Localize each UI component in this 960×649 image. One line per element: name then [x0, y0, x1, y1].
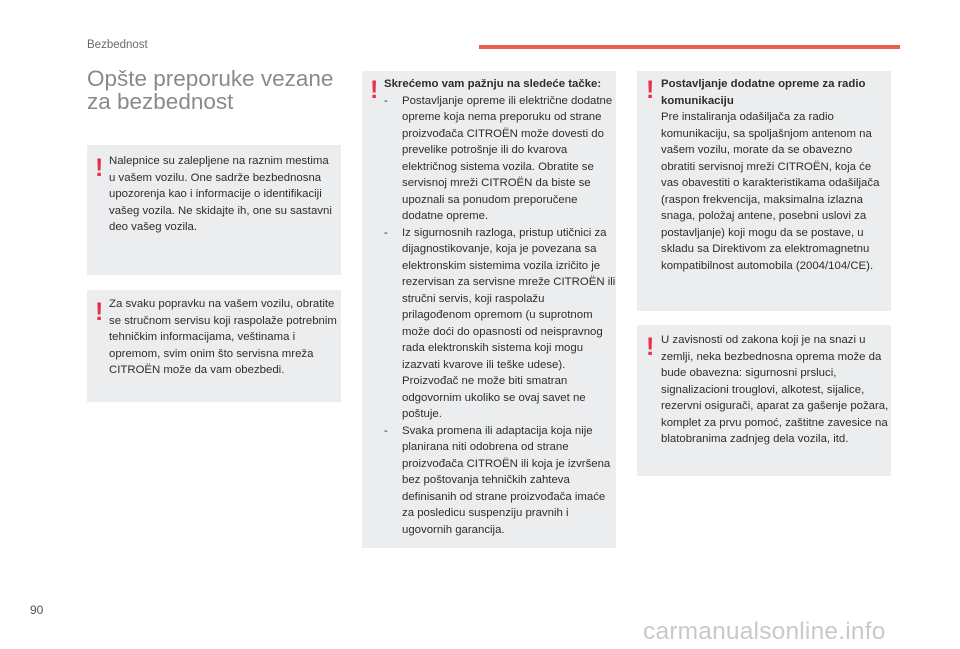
list-item: - Postavljanje opreme ili električne dodatne opreme koja nema preporuku od strane proizvođača CITROËN može dovesti do prevelike potrošnje ili do kvarova električnog sistema vozila. Obratite se servisnoj mreži CITROËN da biste se upoznali sa ponudom preporučene dodatne opreme. [384, 94, 613, 222]
warning-box-labels [87, 145, 341, 275]
warning-box-attention [362, 71, 616, 548]
list-item: - Iz sigurnosnih razloga, pristup utičnici za dijagnostikovanje, koja je povezana sa elektronskim sistemima vozila izričito je rezervisan za servisne mreže CITROËN ili stručni servis, koji raspolažu prilagođenom opremom (u suprotnom može doći do opasnosti od neispravnog rada elektronskih sistema koji mogu izazvati kvarove ili teške udese). Proizvođač ne može biti smatran odgovornim ukoliko se ovaj savet ne poštuje. [384, 226, 616, 420]
attention-heading: Skrećemo vam pažnju na sledeće tačke: [384, 78, 602, 90]
warning-exclamation-icon: ! [646, 333, 655, 361]
page-number: 90 [30, 603, 44, 617]
warning-text: U zavisnosti od zakona koji je na snazi u zemlji, neka bezbednosna oprema može da bude obavezna: sigurnosni prsluci, signalizacioni trouglovi, alkotest, sijalice, rezervni osigurači, aparat za gašenje požara, komplet za prvu pomoć, zaštitne zavesice na blatobranima zadnjeg dela vozila, itd. [661, 334, 889, 445]
section-accent-rule [479, 45, 900, 49]
warning-text: Za svaku popravku na vašem vozilu, obratite se stručnom servisu koji raspolaže potrebnim tehničkim informacijama, veštinama i opremom, svim onim što servisna mreža CITROËN može da vam obezbedi. [109, 298, 337, 376]
warning-text: Nalepnice su zalepljene na raznim mestima u vašem vozilu. One sadrže bezbednosna upozorenja kao i informacije o identifikaciji vašeg vozila. Ne skidajte ih, one su sastavni deo vašeg vozila. [109, 155, 332, 233]
warning-exclamation-icon: ! [646, 76, 655, 104]
attention-list [384, 93, 616, 539]
list-item: - Svaka promena ili adaptacija koja nije planirana niti odobrena od strane proizvođača CITROËN ili koja je izvršena bez poštovanja tehničkih zahteva definisanih od strane proizvođača imaće za posledicu suspenziju pravnih i ugovornih garancija. [384, 424, 611, 536]
warning-box-radio [637, 71, 891, 311]
radio-heading: Postavljanje dodatne opreme za radio komunikaciju [661, 78, 866, 107]
warning-exclamation-icon: ! [95, 154, 104, 182]
section-label: Bezbednost [87, 39, 148, 51]
watermark: carmanualsonline.info [643, 618, 886, 645]
warning-exclamation-icon: ! [370, 76, 379, 104]
warning-text: Pre instaliranja odašiljača za radio komunikaciju, sa spoljašnjom antenom na vašem vozilu, morate da se obavezno obratiti servisnoj mreži CITROËN, koja će vas obavestiti o karakteristikama odašiljača (raspon frekvencija, maksimalna izlazna snaga, položaj antene, posebni uslovi za postavljanje) koji mogu da se postave, u skladu sa Direktivom za elektromagnetnu kompatibilnost automobila (2004/104/CE). [661, 111, 880, 272]
warning-box-mandatory [637, 325, 891, 476]
warning-box-repair [87, 290, 341, 402]
page-title: Opšte preporuke vezane za bezbednost [87, 66, 334, 114]
warning-exclamation-icon: ! [95, 298, 104, 326]
